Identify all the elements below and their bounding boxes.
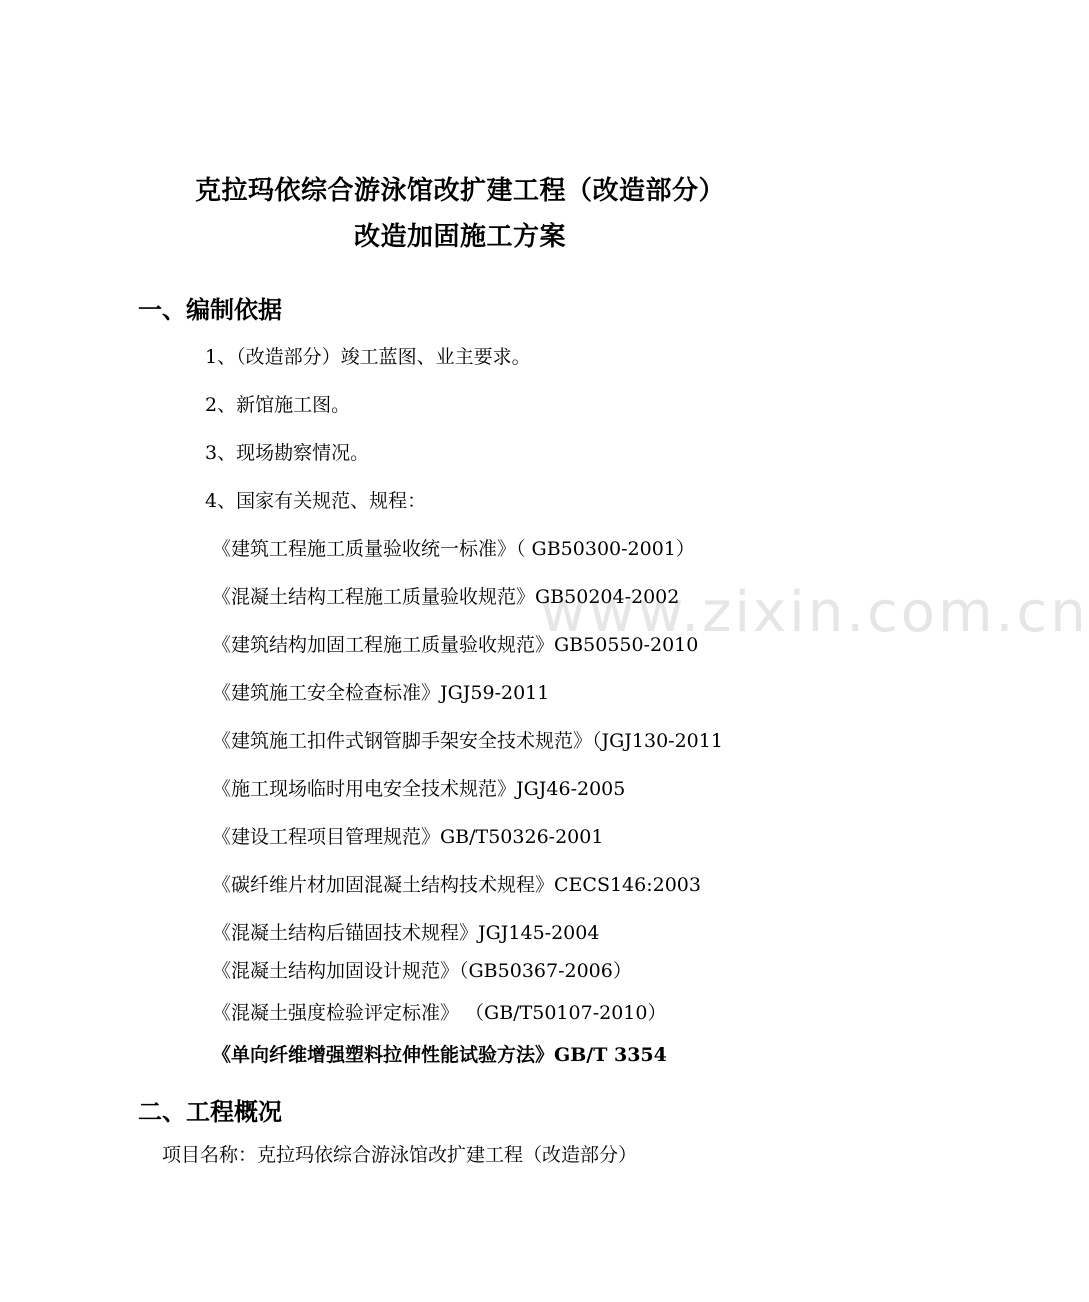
- standard-item: 《施工现场临时用电安全技术规范》JGJ46-2005: [212, 778, 626, 800]
- watermark: www.zixin.com.cn: [540, 580, 1089, 645]
- standard-item: 《混凝土结构加固设计规范》（GB50367-2006）: [212, 960, 632, 982]
- document-title-line1: 克拉玛依综合游泳馆改扩建工程（改造部分）: [194, 176, 725, 206]
- list-item: 1、（改造部分）竣工蓝图、业主要求。: [205, 346, 531, 368]
- section-heading-basis: 一、编制依据: [138, 296, 282, 324]
- list-item: 3、现场勘察情况。: [205, 442, 370, 464]
- standard-item: 《混凝土强度检验评定标准》 （GB/T50107-2010）: [212, 1002, 667, 1024]
- section-heading-overview: 二、工程概况: [138, 1098, 282, 1126]
- standard-item: 《建筑结构加固工程施工质量验收规范》GB50550-2010: [212, 634, 699, 656]
- standard-item: 《建筑工程施工质量验收统一标准》（ GB50300-2001）: [212, 538, 695, 560]
- standard-item: 《建筑施工扣件式钢管脚手架安全技术规范》（JGJ130-2011: [212, 730, 723, 752]
- project-name: 项目名称：克拉玛依综合游泳馆改扩建工程（改造部分）: [162, 1144, 638, 1166]
- standard-item: 《混凝土结构后锚固技术规程》JGJ145-2004: [212, 922, 600, 944]
- standard-item: 《单向纤维增强塑料拉伸性能试验方法》GB/T 3354: [212, 1044, 667, 1066]
- standard-item: 《建筑施工安全检查标准》JGJ59-2011: [212, 682, 550, 704]
- list-item: 4、国家有关规范、规程：: [205, 490, 427, 512]
- standard-item: 《混凝土结构工程施工质量验收规范》GB50204-2002: [212, 586, 680, 608]
- standard-item: 《建设工程项目管理规范》GB/T50326-2001: [212, 826, 604, 848]
- standard-item: 《碳纤维片材加固混凝土结构技术规程》CECS146:2003: [212, 874, 701, 896]
- list-item: 2、新馆施工图。: [205, 394, 351, 416]
- document-title-line2: 改造加固施工方案: [353, 222, 566, 252]
